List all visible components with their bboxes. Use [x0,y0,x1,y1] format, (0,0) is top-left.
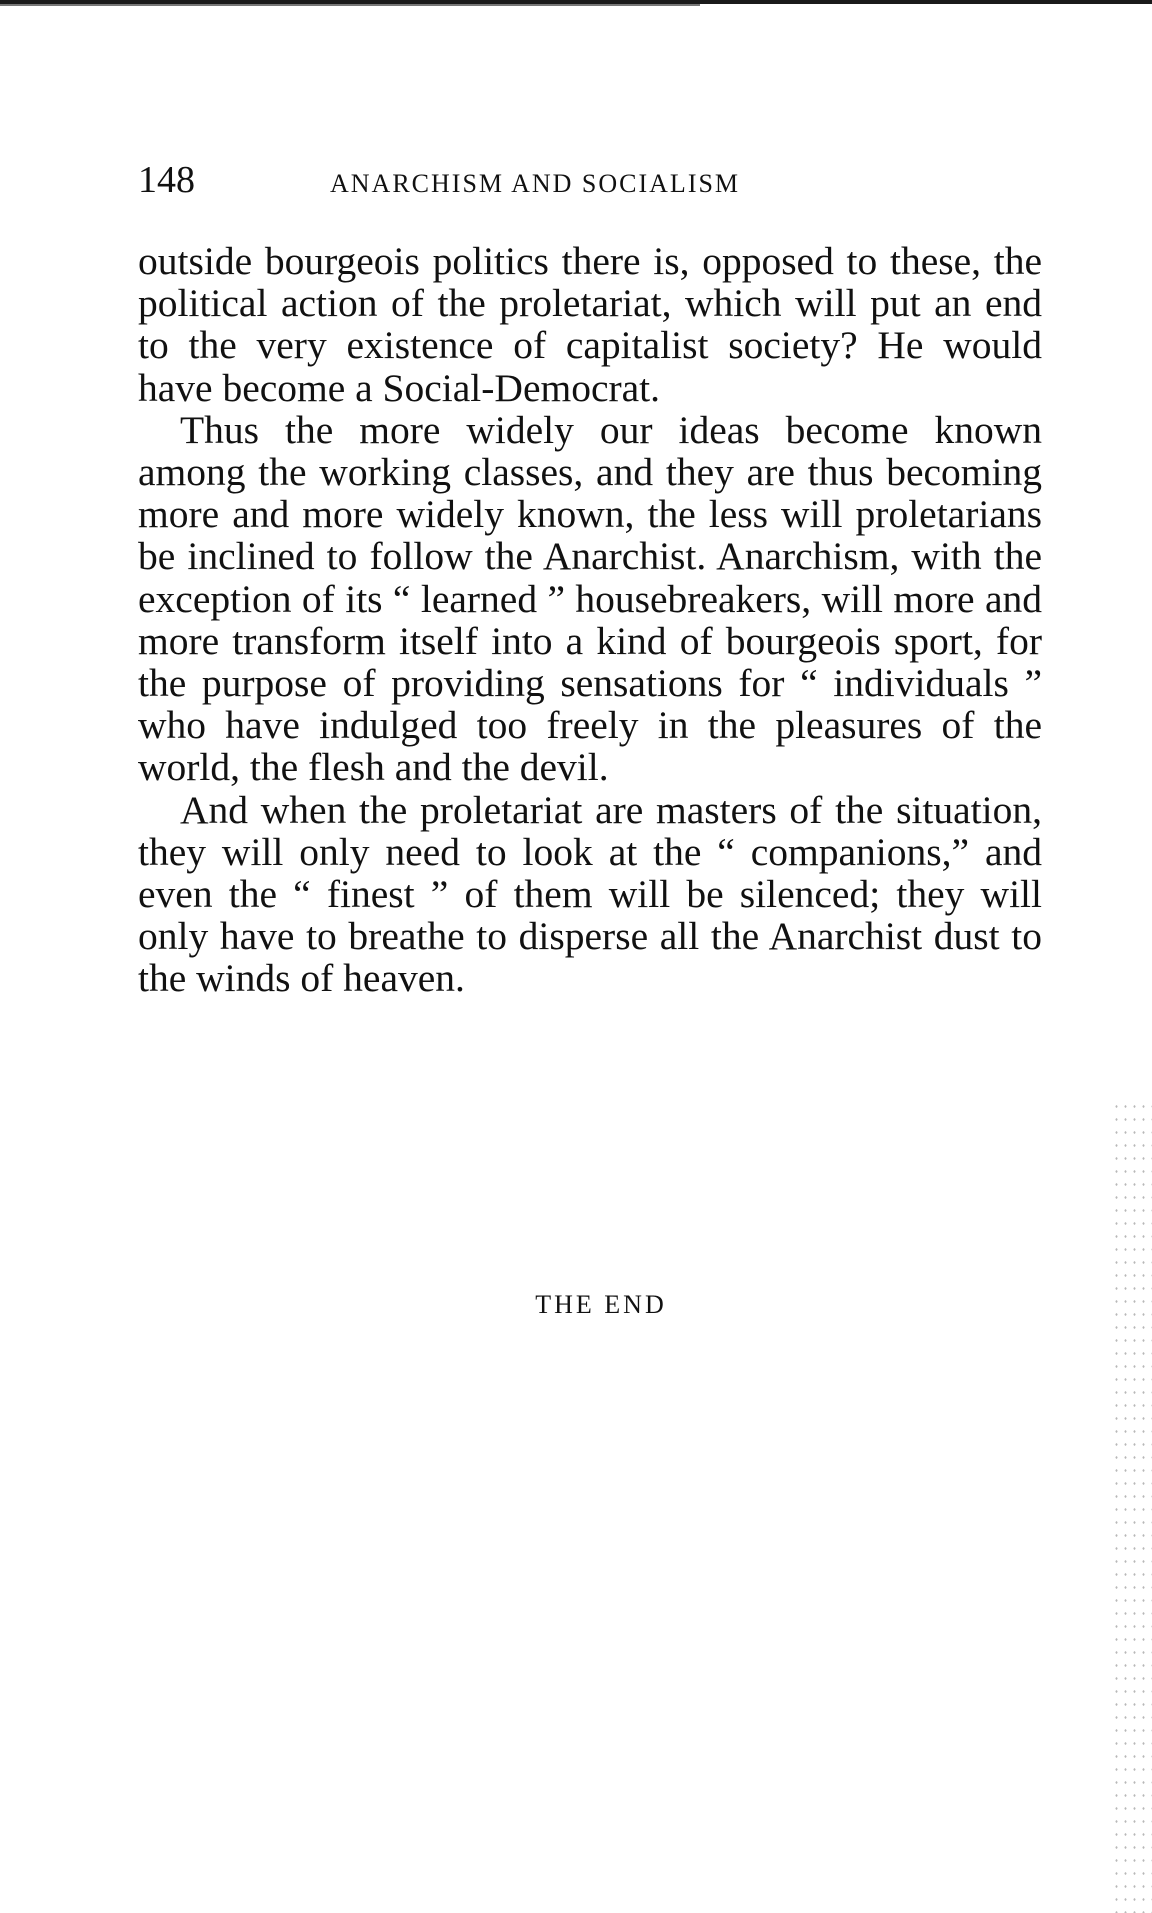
page-number: 148 [138,159,195,201]
paragraph: And when the proletariat are masters of the situation, they will only need to look at the “ companions,” and even the “ finest ” of them will be silenced; they will only have to breathe to disperse all the Anarchist dust to the winds of heaven. [138,787,1042,1001]
running-head-title: ANARCHISM AND SOCIALISM [330,169,741,198]
paragraph: outside bourgeois politics there is, opposed to these, the political action of the proletariat, which will put an end to the very existence of capitalist society? He would have become a Social-Democrat. [138,239,1042,410]
the-end-label: THE END [535,1290,667,1319]
running-head [138,160,1048,200]
scan-border [0,0,1152,4]
paragraph: Thus the more widely our ideas become known among the working classes, and they are thus becoming more and more widely known, the less will proletarians be inclined to follow the Anarchist. Anarchism, with the exception of its “ learned ” housebreakers, will more and more transform itself into a kind of bourgeois sport, for the purpose of providing sensations for “ individuals ” who have indulged too freely in the pleasures of the world, the flesh and the devil. [138,407,1042,790]
scan-edge-noise [1112,1100,1152,1913]
body-text [138,240,1042,1000]
